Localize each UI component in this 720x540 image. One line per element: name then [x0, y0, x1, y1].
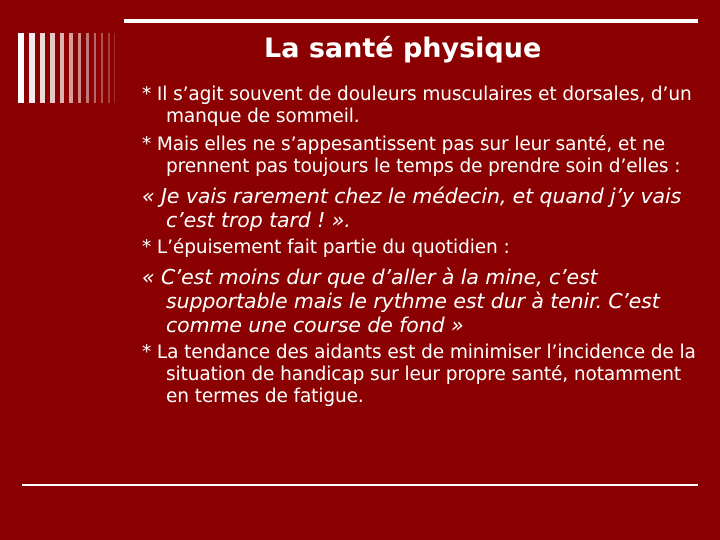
stripe [86, 33, 89, 103]
decorative-stripes [18, 33, 128, 103]
slide-body [142, 84, 702, 414]
paragraph-tendance: * La tendance des aidants est de minimiser l’incidence de la situation de handicap sur leur propre santé, notamment en termes de fatigue. [142, 342, 696, 407]
paragraph-douleurs: * Il s’agit souvent de douleurs musculaires et dorsales, d’un manque de sommeil. [142, 84, 692, 127]
stripe [94, 33, 96, 103]
bottom-rule [22, 484, 698, 486]
paragraph-sante: * Mais elles ne s’appesantissent pas sur leur santé, et ne prennent pas toujours le temps de prendre soin d’elles : [142, 134, 681, 177]
stripe [69, 33, 73, 103]
stripe [78, 33, 81, 103]
stripe [18, 33, 24, 103]
stripe [108, 33, 110, 103]
stripe [114, 33, 115, 103]
stripe [50, 33, 55, 103]
quote-mine: « C’est moins dur que d’aller à la mine, c’est supportable mais le rythme est dur à tenir. C’est comme une course de fond » [142, 265, 660, 337]
stripe [101, 33, 103, 103]
top-rule [124, 19, 698, 23]
quote-medecin: « Je vais rarement chez le médecin, et quand j’y vais c’est trop tard ! ». [142, 184, 682, 232]
paragraph-epuisement: * L’épuisement fait partie du quotidien : [142, 237, 510, 258]
stripe [29, 33, 35, 103]
stripe [40, 33, 45, 103]
slide-title: La santé physique [264, 33, 542, 64]
stripe [60, 33, 64, 103]
